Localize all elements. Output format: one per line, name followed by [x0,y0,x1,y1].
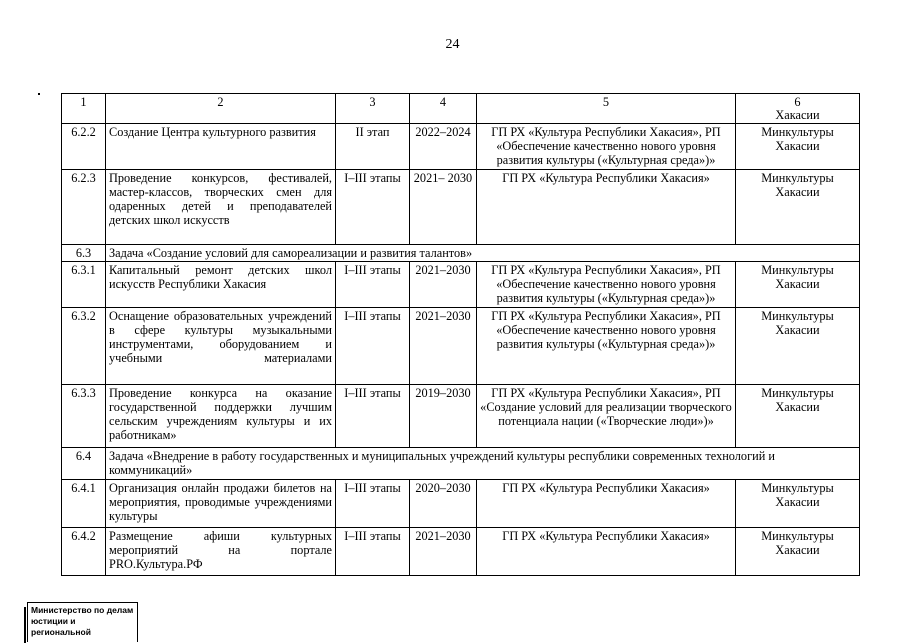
table-row [62,170,860,245]
period: 2021–2030 [410,262,477,308]
stage: I–III этапы [336,262,410,308]
stage: I–III этапы [336,308,410,385]
table-row [62,308,860,385]
table-row [62,124,860,170]
task-row [62,448,860,480]
program: ГП РХ «Культура Республики Хакасия» [477,170,736,245]
program: ГП РХ «Культура Республики Хакасия», РП «Обеспечение качественно нового уровня развития культуры («Культурная среда»)» [477,124,736,170]
program: ГП РХ «Культура Республики Хакасия» [477,528,736,576]
period: 2020–2030 [410,480,477,528]
table-row [62,385,860,448]
program: ГП РХ «Культура Республики Хакасия», РП «Обеспечение качественно нового уровня развития культуры («Культурная среда»)» [477,308,736,385]
measure-name: Проведение конкурса на оказание государственной поддержки лучшим сельским учреждениям культуры и их работникам» [106,385,336,448]
row-number: 6.4.1 [62,480,106,528]
task-number: 6.4 [62,448,106,480]
program: ГП РХ «Культура Республики Хакасия» [477,480,736,528]
row-number: 6.2.2 [62,124,106,170]
stamp-line-1: Министерство по делам [31,605,134,615]
program: ГП РХ «Культура Республики Хакасия», РП «Создание условий для реализации творческого потенциала нации («Творческие люди»)» [477,385,736,448]
stamp-line-2: юстиции и региональной [31,616,91,637]
measure-name: Размещение афиши культурных мероприятий на портале PRO.Культура.РФ [106,528,336,576]
period: 2019–2030 [410,385,477,448]
measure-name: Оснащение образовательных учреждений в сфере культуры музыкальными инструментами, оборудованием и учебными материалами [106,308,336,385]
stage: II этап [336,124,410,170]
stage: I–III этапы [336,170,410,245]
stage: I–III этапы [336,480,410,528]
header-cell-6: 6 Хакасии [736,94,860,124]
period: 2021–2030 [410,308,477,385]
period: 2021–2030 [410,528,477,576]
registration-stamp [27,602,138,642]
row-number: 6.4.2 [62,528,106,576]
program: ГП РХ «Культура Республики Хакасия», РП «Обеспечение качественно нового уровня развития культуры («Культурная среда»)» [477,262,736,308]
header-cell-5: 5 [477,94,736,124]
header-cell-4: 4 [410,94,477,124]
executor: Минкультуры Хакасии [736,262,860,308]
measure-name: Проведение конкурсов, фестивалей, мастер-классов, творческих смен для одаренных детей и преподавателей детских школ искусств [106,170,336,245]
header-continuation: Хакасии [775,108,820,122]
period: 2022–2024 [410,124,477,170]
task-number: 6.3 [62,245,106,262]
executor: Минкультуры Хакасии [736,308,860,385]
header-cell-1: 1 [62,94,106,124]
executor: Минкультуры Хакасии [736,528,860,576]
stage: I–III этапы [336,385,410,448]
measure-name: Капитальный ремонт детских школ искусств Республики Хакасия [106,262,336,308]
period: 2021– 2030 [410,170,477,245]
executor: Минкультуры Хакасии [736,124,860,170]
page-number: 24 [445,37,460,52]
executor: Минкультуры Хакасии [736,385,860,448]
table-row [62,528,860,576]
row-number: 6.3.3 [62,385,106,448]
measure-name: Создание Центра культурного развития [106,124,336,170]
task-title: Задача «Внедрение в работу государственных и муниципальных учреждений культуры республики современных технологий и коммуникаций» [106,448,860,480]
margin-dot [38,93,40,95]
row-number: 6.3.2 [62,308,106,385]
header-cell-2: 2 [106,94,336,124]
header-cell-3: 3 [336,94,410,124]
executor: Минкультуры Хакасии [736,170,860,245]
row-number: 6.3.1 [62,262,106,308]
table-row [62,480,860,528]
header-row [62,94,860,124]
row-number: 6.2.3 [62,170,106,245]
stage: I–III этапы [336,528,410,576]
measure-name: Организация онлайн продажи билетов на мероприятия, проводимые учреждениями культуры [106,480,336,528]
task-row [62,245,860,262]
measures-table [61,93,860,576]
task-title: Задача «Создание условий для самореализации и развития талантов» [106,245,860,262]
table-row [62,262,860,308]
executor: Минкультуры Хакасии [736,480,860,528]
